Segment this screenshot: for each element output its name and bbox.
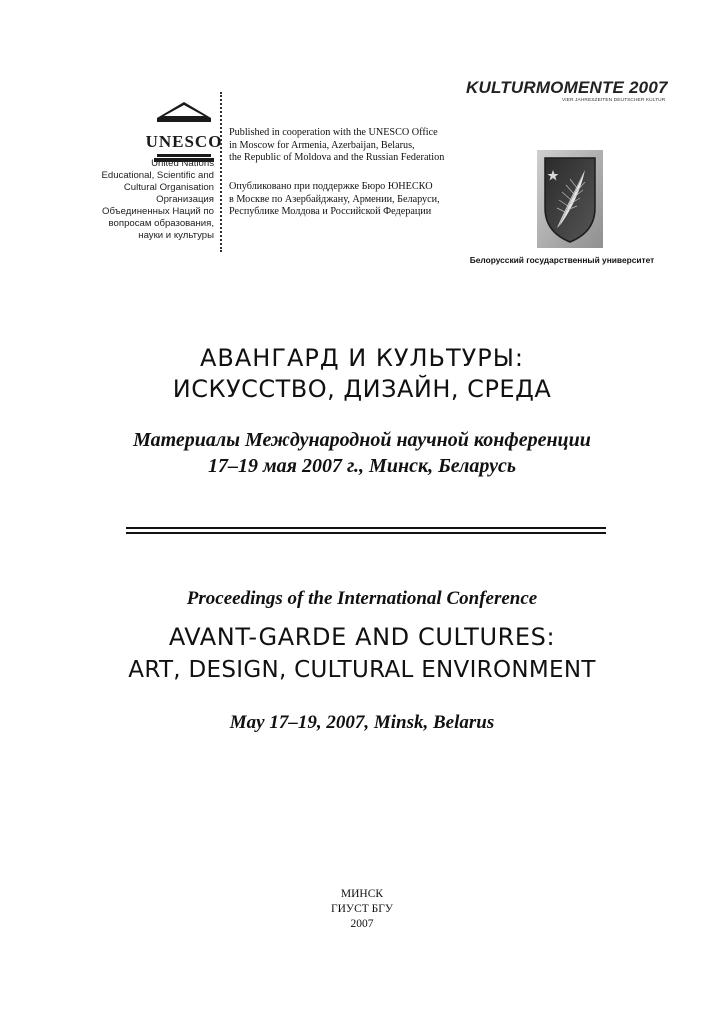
university-caption: Белорусский государственный университет [469,255,655,265]
conference-dates-en: May 17–19, 2007, Minsk, Belarus [229,712,495,733]
unesco-ru-line: науки и культуры [138,230,214,241]
pub-en-line: in Moscow for Armenia, Azerbaijan, Belarus, [229,139,415,151]
unesco-logo-icon [145,100,223,164]
kulturmomente-subtitle: VIER JAHRESZEITEN DEUTSCHER KULTUR [562,98,666,103]
imprint-publisher: ГИУСТ БГУ [330,903,394,915]
kulturmomente-title: KULTURMOMENTE 2007 [466,78,668,97]
title-ru-line-2: ИСКУССТВО, ДИЗАЙН, СРЕДА [172,375,552,403]
svg-text:UNESCO: UNESCO [145,132,223,151]
pub-ru-line: в Москве по Азербайджану, Армении, Беларуси, [229,193,440,205]
double-rule-divider [126,527,606,534]
subtitle-ru-line-1: Материалы Международной научной конференции [133,429,591,451]
unesco-en-line: Cultural Organisation [123,182,214,193]
subtitle-ru-line-2: 17–19 мая 2007 г., Минск, Беларусь [207,455,517,477]
unesco-org-name-en [78,158,214,194]
imprint-year: 2007 [350,918,374,930]
title-en-line-2: ART, DESIGN, CULTURAL ENVIRONMENT [128,657,596,683]
title-en-line-1: AVANT-GARDE AND CULTURES: [168,623,556,651]
publication-note-en [229,127,469,165]
unesco-en-line: United Nations [151,158,214,169]
unesco-ru-line: Объединенных Наций по [102,206,214,217]
unesco-ru-line: Организация [156,194,214,205]
university-emblem-icon [537,150,603,248]
title-ru-line-1: АВАНГАРД И КУЛЬТУРЫ: [199,344,525,372]
unesco-ru-line: вопросам образования, [108,218,214,229]
publication-note-ru [229,181,469,219]
kulturmomente-logo [466,78,668,108]
imprint-city: МИНСК [340,888,384,900]
pub-ru-line: Опубликовано при поддержке Бюро ЮНЕСКО [229,181,433,192]
pub-en-line: the Republic of Moldova and the Russian Federation [229,152,445,164]
proceedings-en: Proceedings of the International Conference [186,588,538,609]
pub-en-line: Published in cooperation with the UNESCO Office [229,127,438,138]
pub-ru-line: Республике Молдова и Российской Федерации [229,206,432,218]
dotted-divider [220,92,222,252]
unesco-en-line: Educational, Scientific and [101,170,214,181]
unesco-org-name-ru [78,194,214,242]
